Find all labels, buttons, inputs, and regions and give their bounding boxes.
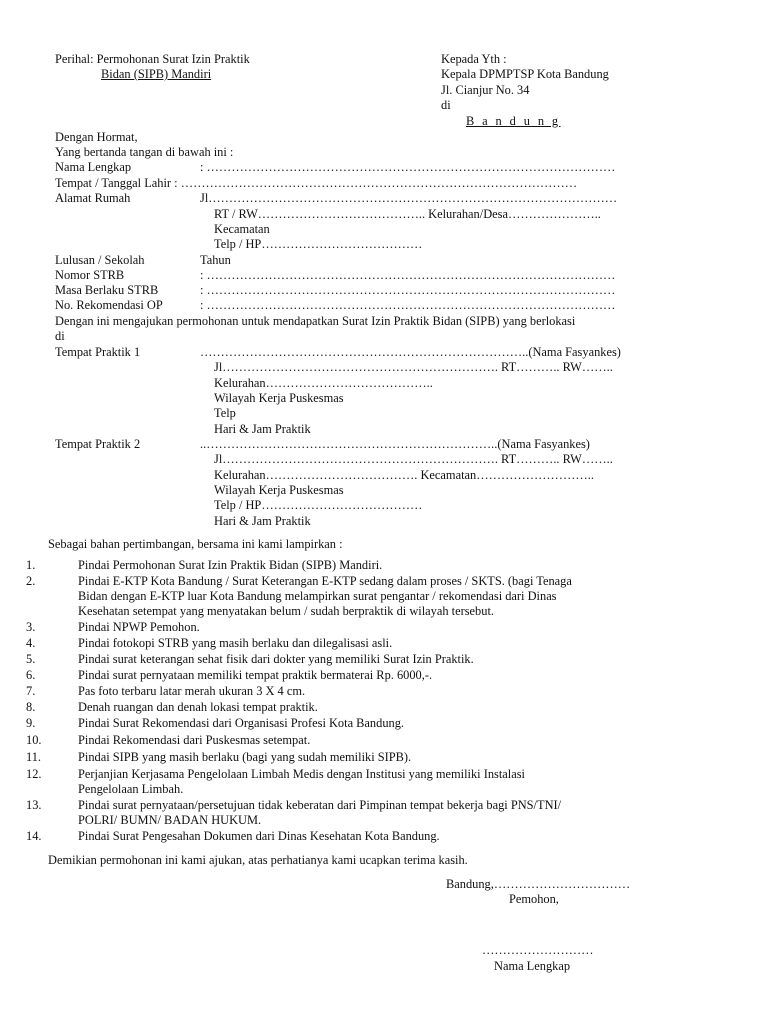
list-item-text-cont: Kesehatan setempat yang menyatakan belum / sudah berpraktik di wilayah tersebut. — [78, 604, 494, 618]
field-ttl: Tempat / Tanggal Lahir : …………………………………………………………………………………… — [55, 176, 578, 190]
subject-line-2: Bidan (SIPB) Mandiri — [101, 67, 212, 81]
praktik1-label: Tempat Praktik 1 — [55, 345, 141, 359]
list-item — [0, 750, 768, 765]
field-value-strb: : ……………………………………………………………………………………… — [200, 268, 616, 282]
praktik2-label: Tempat Praktik 2 — [55, 437, 141, 451]
praktik2-kelurahan: Kelurahan………………………………. Kecamatan……………………….. — [214, 468, 594, 482]
recipient-line-1: Kepada Yth : — [441, 52, 507, 66]
praktik1-wilayah: Wilayah Kerja Puskesmas — [214, 391, 344, 405]
field-value-lulusan: Tahun — [200, 253, 231, 267]
list-item-number: 6. — [26, 668, 36, 682]
field-kecamatan: Kecamatan — [214, 222, 270, 236]
praktik1-address: Jl…………………………………………………………. RT……….. RW…….. — [214, 360, 613, 374]
praktik2-wilayah: Wilayah Kerja Puskesmas — [214, 483, 344, 497]
list-item — [0, 700, 768, 715]
attachments-intro: Sebagai bahan pertimbangan, bersama ini kami lampirkan : — [48, 537, 343, 551]
list-item-number: 4. — [26, 636, 36, 650]
greeting-intro: Yang bertanda tangan di bawah ini : — [55, 145, 234, 159]
praktik2-hari: Hari & Jam Praktik — [214, 514, 311, 528]
list-item-number: 3. — [26, 620, 36, 634]
list-item — [0, 829, 768, 844]
request-text-cont: di — [55, 329, 65, 343]
field-value-rekom: : ……………………………………………………………………………………… — [200, 298, 616, 312]
list-item-number: 8. — [26, 700, 36, 714]
recipient-line-2: Kepala DPMPTSP Kota Bandung — [441, 67, 609, 81]
list-item-number: 11. — [26, 750, 42, 764]
field-label-masa: Masa Berlaku STRB — [55, 283, 159, 297]
greeting: Dengan Hormat, — [55, 130, 138, 144]
field-value-alamat: Jl……………………………………………………………………………………… — [200, 191, 618, 205]
list-item-number: 10. — [26, 733, 42, 747]
list-item — [0, 767, 768, 797]
list-item-text: Pindai surat keterangan sehat fisik dari dokter yang memiliki Surat Izin Praktik. — [78, 652, 474, 666]
recipient-city: B a n d u n g — [466, 114, 561, 128]
praktik2-address: Jl…………………………………………………………. RT……….. RW…….. — [214, 452, 613, 466]
field-value-nama: : ……………………………………………………………………………………… — [200, 160, 616, 174]
list-item-text: Pindai E-KTP Kota Bandung / Surat Keterangan E-KTP sedang dalam proses / SKTS. (bagi Tenaga — [78, 574, 572, 588]
list-item-text: Pindai Surat Pengesahan Dokumen dari Dinas Kesehatan Kota Bandung. — [78, 829, 440, 843]
list-item-text: Perjanjian Kerjasama Pengelolaan Limbah Medis dengan Institusi yang memiliki Instalasi — [78, 767, 525, 781]
field-value-masa: : ……………………………………………………………………………………… — [200, 283, 616, 297]
field-label-nama: Nama Lengkap — [55, 160, 132, 174]
signature-name: Nama Lengkap — [494, 959, 571, 973]
list-item-text-cont: Pengelolaan Limbah. — [78, 782, 184, 796]
field-telp: Telp / HP………………………………… — [214, 237, 423, 251]
list-item-number: 9. — [26, 716, 36, 730]
list-item-number: 14. — [26, 829, 42, 843]
list-item-number: 12. — [26, 767, 42, 781]
list-item-text: Pindai NPWP Pemohon. — [78, 620, 200, 634]
field-label-lulusan: Lulusan / Sekolah — [55, 253, 145, 267]
list-item-text: Pas foto terbaru latar merah ukuran 3 X 4 cm. — [78, 684, 306, 698]
list-item — [0, 652, 768, 667]
list-item-text: Pindai SIPB yang masih berlaku (bagi yang sudah memiliki SIPB). — [78, 750, 412, 764]
signature-place-date: Bandung,…………………………… — [446, 877, 631, 891]
list-item — [0, 798, 768, 828]
list-item-number: 1. — [26, 558, 36, 572]
list-item-text: Pindai surat pernyataan/persetujuan tidak keberatan dari Pimpinan tempat bekerja bagi PNS/TNI/ — [78, 798, 562, 812]
field-rtrw: RT / RW………………………………….. Kelurahan/Desa………………….. — [214, 207, 601, 221]
closing-text: Demikian permohonan ini kami ajukan, atas perhatianya kami ucapkan terima kasih. — [48, 853, 468, 867]
signature-line: ……………………… — [482, 943, 594, 957]
list-item — [0, 733, 768, 748]
list-item — [0, 684, 768, 699]
recipient-line-4: di — [441, 98, 451, 112]
request-text: Dengan ini mengajukan permohonan untuk mendapatkan Surat Izin Praktik Bidan (SIPB) yang berlokasi — [55, 314, 576, 328]
field-label-alamat: Alamat Rumah — [55, 191, 131, 205]
subject-line-1: Perihal: Permohonan Surat Izin Praktik — [55, 52, 250, 66]
praktik1-fasyankes: ……………………………………………………………………..(Nama Fasyankes) — [200, 345, 621, 359]
list-item — [0, 668, 768, 683]
list-item-text: Pindai Permohonan Surat Izin Praktik Bidan (SIPB) Mandiri. — [78, 558, 383, 572]
recipient-line-3: Jl. Cianjur No. 34 — [441, 83, 530, 97]
signature-role: Pemohon, — [509, 892, 559, 906]
list-item — [0, 558, 768, 573]
list-item — [0, 574, 768, 619]
list-item-number: 13. — [26, 798, 42, 812]
list-item-number: 7. — [26, 684, 36, 698]
list-item-number: 2. — [26, 574, 36, 588]
list-item-text: Pindai Surat Rekomendasi dari Organisasi Profesi Kota Bandung. — [78, 716, 405, 730]
list-item — [0, 620, 768, 635]
praktik1-kelurahan: Kelurahan………………………………….. — [214, 376, 433, 390]
praktik2-fasyankes: ..……………………………………………………………..(Nama Fasyankes) — [200, 437, 590, 451]
list-item — [0, 636, 768, 651]
praktik1-telp: Telp — [214, 406, 236, 420]
praktik2-telp: Telp / HP………………………………… — [214, 498, 423, 512]
list-item-number: 5. — [26, 652, 36, 666]
list-item-text: Denah ruangan dan denah lokasi tempat praktik. — [78, 700, 318, 714]
list-item-text-cont: Bidan dengan E-KTP luar Kota Bandung melampirkan surat pengantar / rekomendasi dari Dinas — [78, 589, 557, 603]
field-label-rekom: No. Rekomendasi OP — [55, 298, 163, 312]
list-item-text: Pindai surat pernyataan memiliki tempat praktik bermaterai Rp. 6000,-. — [78, 668, 433, 682]
list-item-text-cont: POLRI/ BUMN/ BADAN HUKUM. — [78, 813, 262, 827]
list-item-text: Pindai fotokopi STRB yang masih berlaku dan dilegalisasi asli. — [78, 636, 393, 650]
praktik1-hari: Hari & Jam Praktik — [214, 422, 311, 436]
list-item-text: Pindai Rekomendasi dari Puskesmas setempat. — [78, 733, 311, 747]
field-label-strb: Nomor STRB — [55, 268, 125, 282]
list-item — [0, 716, 768, 731]
